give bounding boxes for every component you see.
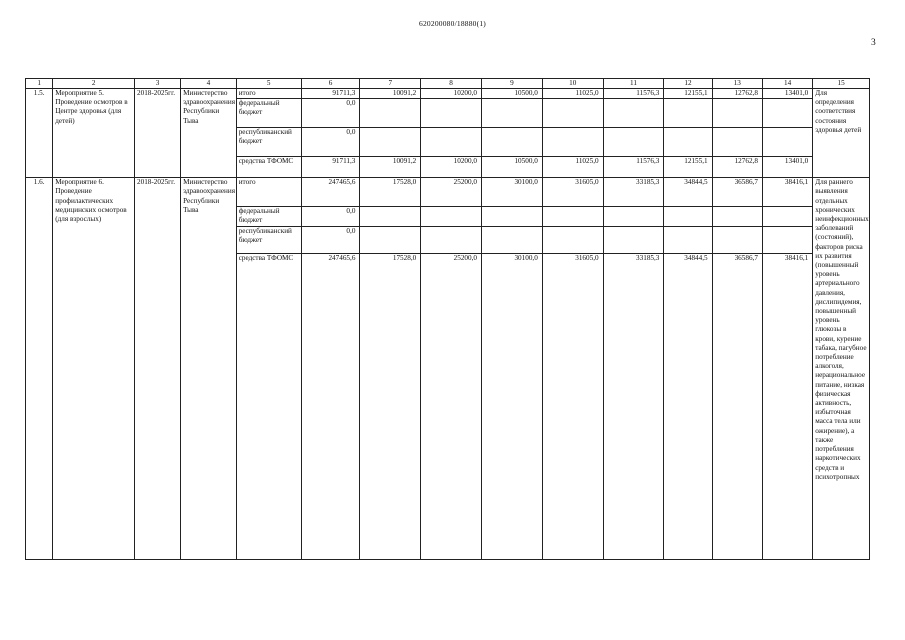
funding-value [664,99,712,128]
funding-source: федеральный бюджет [236,99,301,128]
funding-value: 13401,0 [762,157,812,178]
funding-value [482,227,543,254]
expected-result: Для определения соответствия состояния здоровья детей [813,89,870,178]
funding-source: средства ТФОМС [236,157,301,178]
funding-value: 12762,8 [712,89,762,99]
funding-value [360,227,421,254]
funding-value [762,207,812,227]
expected-result: Для раннего выявления отдельных хронических неинфекционных заболеваний (состояний), факторов риска их развития (повышенный уровень артериального давления, дислипидемия, повышенный уровень глюкозы в крови, курение табака, пагубное потребление алкоголя, нерациональное питание, низкая физическая активность, избыточная масса тела или ожирение), а также потребления наркотических средств и психотропных [813,178,870,560]
funding-value: 17528,0 [360,254,421,560]
funding-value [360,128,421,157]
funding-value [542,207,603,227]
funding-value: 11576,3 [603,157,664,178]
funding-value: 31605,0 [542,178,603,207]
funding-value [664,227,712,254]
column-numbers-row [26,79,870,89]
column-number-5: 5 [236,79,301,89]
funding-value [603,128,664,157]
item-period: 2018-2025гг. [135,178,181,560]
funding-value [762,128,812,157]
funding-value: 11025,0 [542,89,603,99]
table-row [26,178,870,207]
funding-value: 12762,8 [712,157,762,178]
column-number-1: 1 [26,79,53,89]
program-table [25,78,870,560]
funding-value [482,128,543,157]
funding-value: 91711,3 [301,89,360,99]
funding-value: 34844,5 [664,254,712,560]
funding-value: 33185,3 [603,178,664,207]
funding-value [421,207,482,227]
column-number-10: 10 [542,79,603,89]
table-row [26,89,870,99]
funding-source: итого [236,89,301,99]
column-number-8: 8 [421,79,482,89]
column-number-7: 7 [360,79,421,89]
funding-value: 91711,3 [301,157,360,178]
funding-value: 0,0 [301,128,360,157]
column-number-4: 4 [181,79,237,89]
funding-source: республиканский бюджет [236,128,301,157]
column-number-14: 14 [762,79,812,89]
item-id: 1.5. [26,89,53,178]
funding-value [360,99,421,128]
funding-value: 247465,6 [301,254,360,560]
item-executor: Министерство здравоохранения Республики Тыва [181,89,237,178]
item-id: 1.6. [26,178,53,560]
column-number-15: 15 [813,79,870,89]
funding-value: 0,0 [301,99,360,128]
funding-value [712,99,762,128]
funding-value: 31605,0 [542,254,603,560]
funding-value [603,99,664,128]
funding-value: 11025,0 [542,157,603,178]
column-number-3: 3 [135,79,181,89]
column-number-12: 12 [664,79,712,89]
funding-source: федеральный бюджет [236,207,301,227]
funding-value [603,207,664,227]
document-number: 620200080/18880(1) [419,19,486,28]
funding-value: 247465,6 [301,178,360,207]
funding-value: 25200,0 [421,254,482,560]
page-number: 3 [871,38,876,48]
funding-value: 36586,7 [712,178,762,207]
funding-value: 10500,0 [482,89,543,99]
funding-value [664,207,712,227]
column-number-2: 2 [53,79,135,89]
funding-value [542,128,603,157]
funding-value [664,128,712,157]
funding-value: 12155,1 [664,157,712,178]
funding-value: 38416,1 [762,254,812,560]
funding-value [542,99,603,128]
funding-value [421,128,482,157]
funding-value: 36586,7 [712,254,762,560]
funding-value [482,99,543,128]
item-executor: Министерство здравоохранения Республики Тыва [181,178,237,560]
funding-value [542,227,603,254]
funding-value [712,207,762,227]
funding-source: республиканский бюджет [236,227,301,254]
column-number-11: 11 [603,79,664,89]
item-name: Мероприятие 5. Проведение осмотров в Центре здоровья (для детей) [53,89,135,178]
item-period: 2018-2025гг. [135,89,181,178]
funding-source: средства ТФОМС [236,254,301,560]
funding-value [762,99,812,128]
column-number-6: 6 [301,79,360,89]
funding-value: 10091,2 [360,157,421,178]
funding-value: 38416,1 [762,178,812,207]
column-number-13: 13 [712,79,762,89]
funding-value: 17528,0 [360,178,421,207]
funding-value [482,207,543,227]
funding-value [421,99,482,128]
funding-value [421,227,482,254]
column-number-9: 9 [482,79,543,89]
funding-value: 11576,3 [603,89,664,99]
funding-value: 13401,0 [762,89,812,99]
funding-value: 12155,1 [664,89,712,99]
item-name: Мероприятие 6. Проведение профилактических медицинских осмотров (для взрослых) [53,178,135,560]
funding-value: 10500,0 [482,157,543,178]
funding-value [712,128,762,157]
funding-value: 0,0 [301,227,360,254]
funding-value: 10200,0 [421,89,482,99]
funding-value: 33185,3 [603,254,664,560]
funding-value [712,227,762,254]
funding-value [762,227,812,254]
funding-value: 10200,0 [421,157,482,178]
funding-value: 25200,0 [421,178,482,207]
funding-value: 34844,5 [664,178,712,207]
funding-source: итого [236,178,301,207]
funding-value: 30100,0 [482,178,543,207]
funding-value [360,207,421,227]
funding-value: 10091,2 [360,89,421,99]
funding-value: 30100,0 [482,254,543,560]
funding-value: 0,0 [301,207,360,227]
funding-value [603,227,664,254]
